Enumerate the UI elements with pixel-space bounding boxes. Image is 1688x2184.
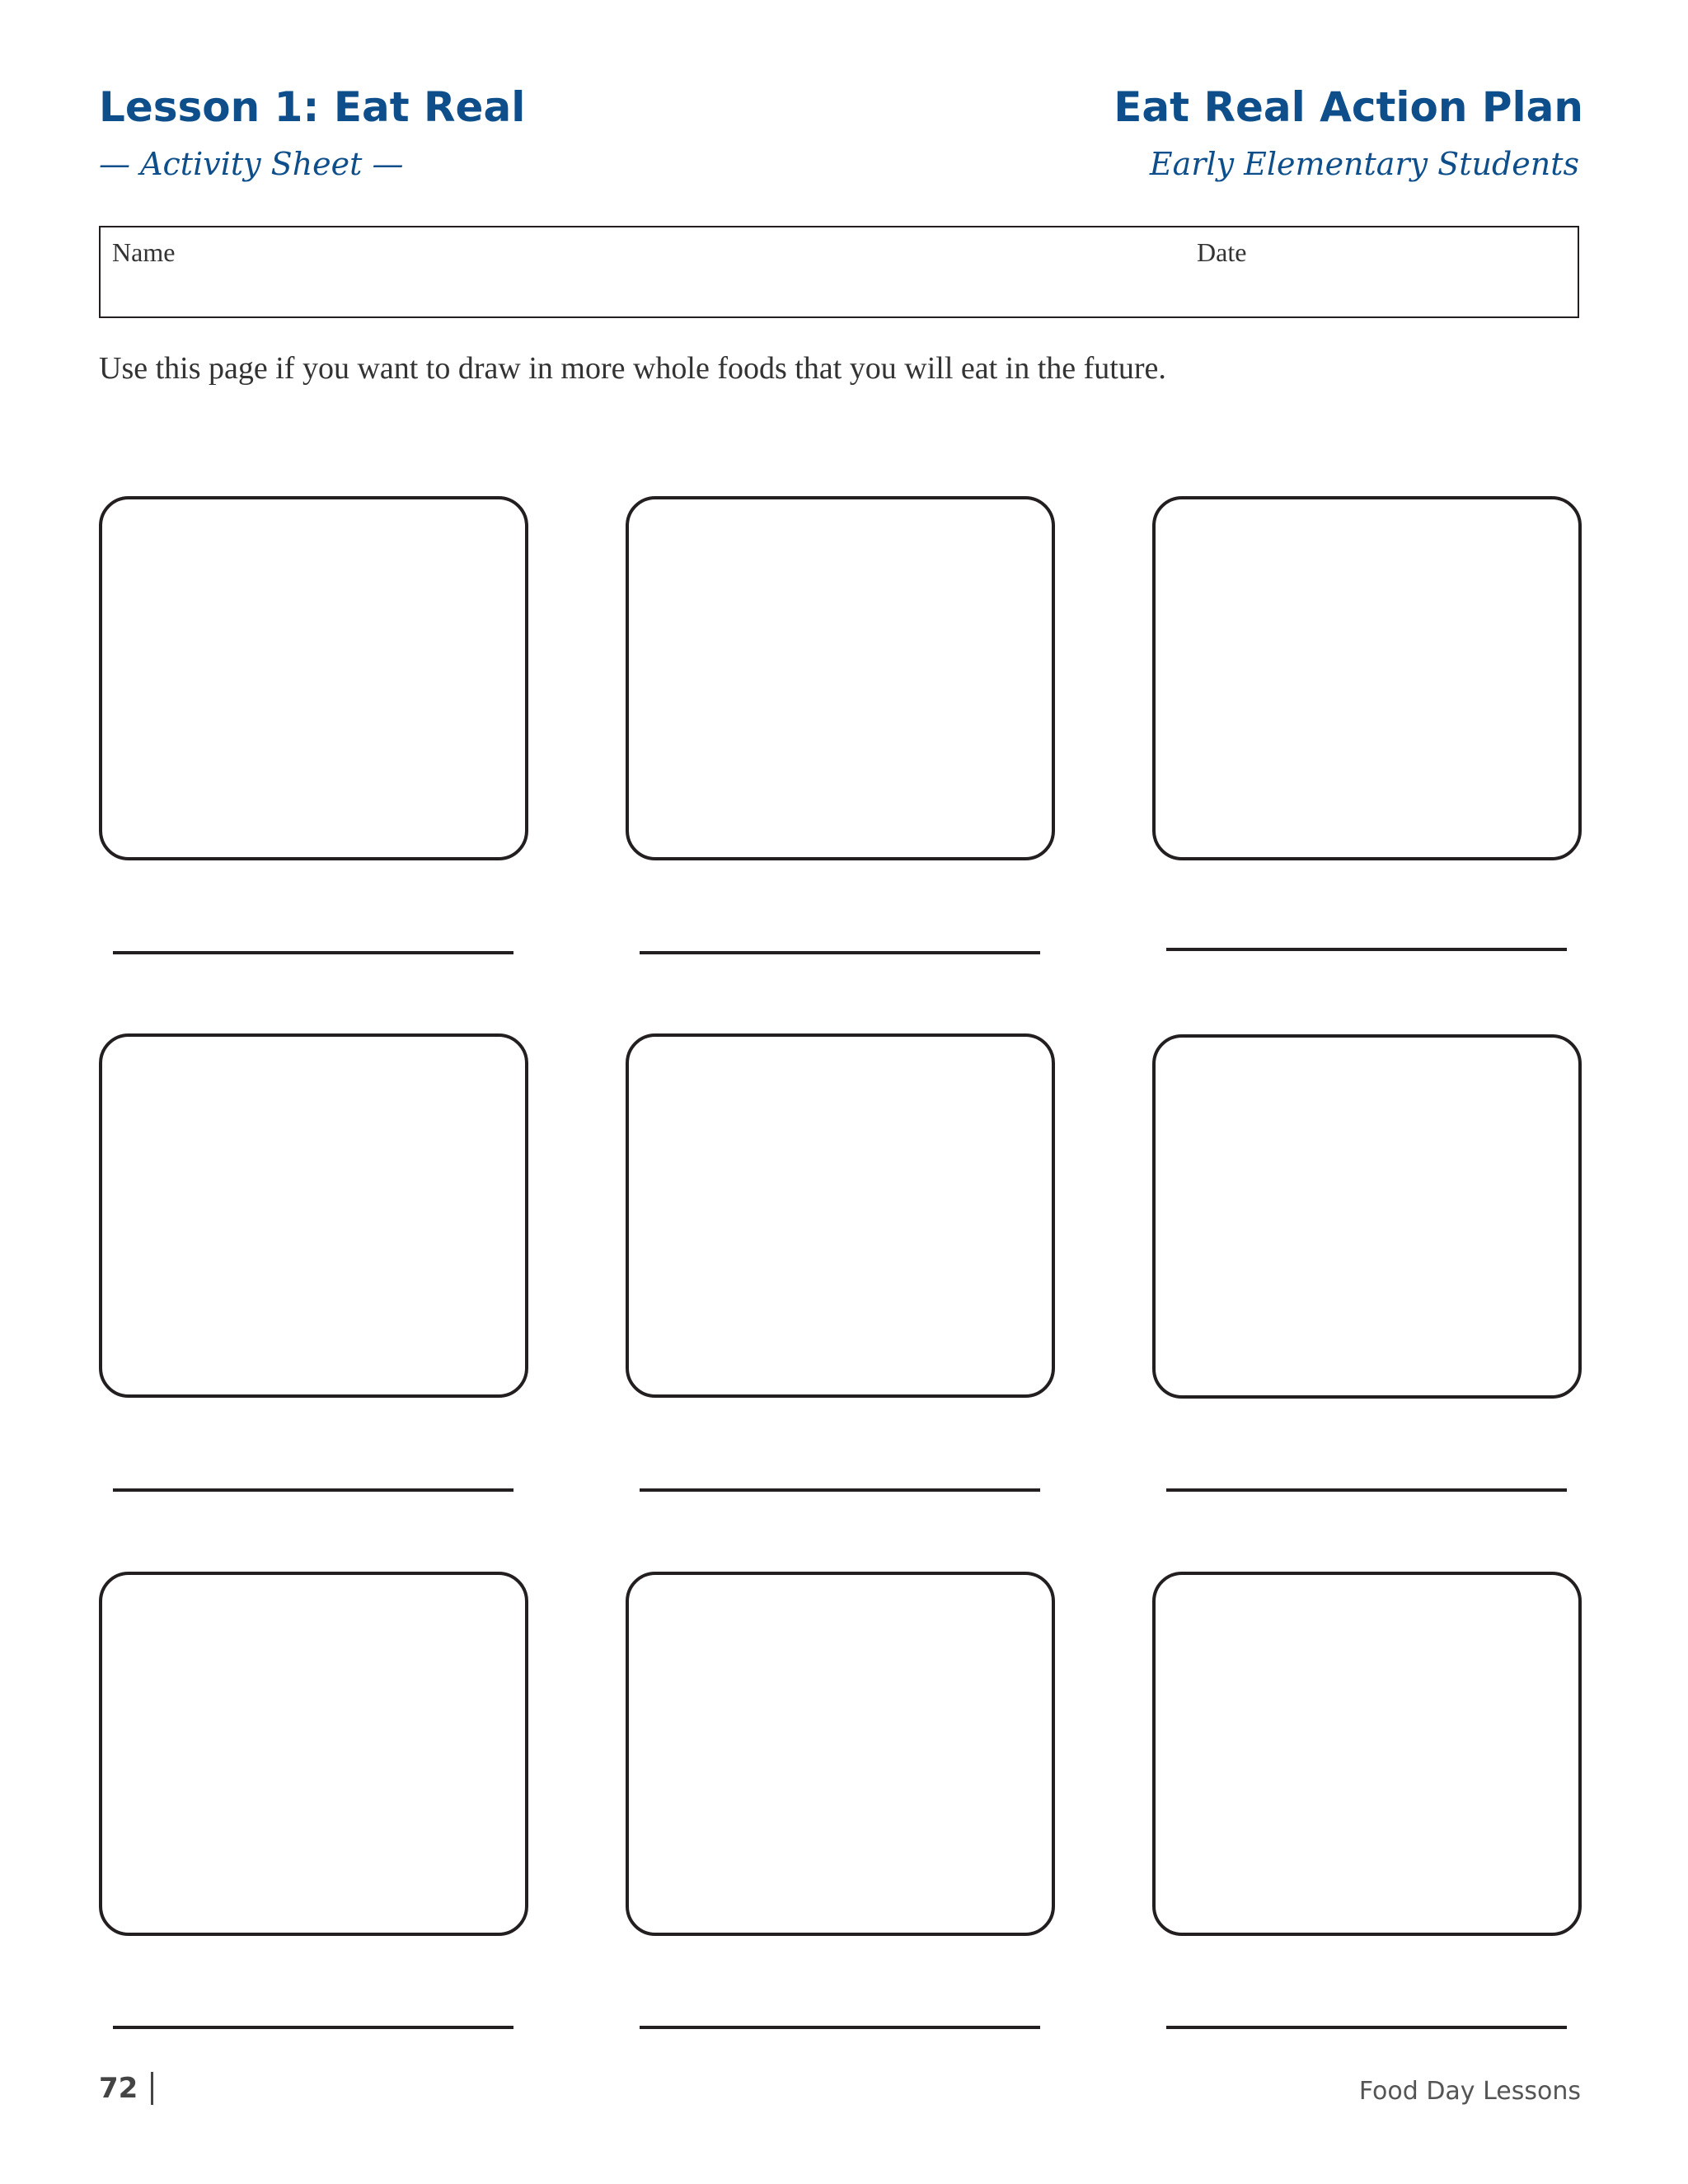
label-line[interactable]: [640, 951, 1040, 954]
label-line[interactable]: [640, 2026, 1040, 2029]
drawing-box[interactable]: [99, 1572, 528, 1936]
drawing-box[interactable]: [99, 1033, 528, 1398]
page-number: 72: [99, 2072, 138, 2105]
drawing-box[interactable]: [99, 496, 528, 860]
drawing-box[interactable]: [1152, 496, 1582, 860]
drawing-box[interactable]: [1152, 1572, 1582, 1936]
label-line[interactable]: [1166, 2026, 1567, 2029]
lesson-title: Lesson 1: Eat Real: [99, 83, 526, 131]
label-line[interactable]: [1166, 1488, 1567, 1492]
label-line[interactable]: [113, 951, 513, 954]
name-date-field[interactable]: [99, 226, 1579, 318]
audience-subtitle: Early Elementary Students: [1149, 146, 1579, 182]
plan-title: Eat Real Action Plan: [1114, 83, 1583, 131]
instructions: Use this page if you want to draw in more whole foods that you will eat in the future.: [99, 351, 1166, 386]
label-line[interactable]: [113, 1488, 513, 1492]
label-line[interactable]: [640, 1488, 1040, 1492]
footer-publication: Food Day Lessons: [1358, 2077, 1581, 2106]
drawing-box[interactable]: [626, 1033, 1055, 1398]
date-label: Date: [1197, 237, 1247, 267]
page-separator: [151, 2072, 153, 2105]
drawing-box[interactable]: [626, 1572, 1055, 1936]
name-label: Name: [112, 237, 176, 267]
label-line[interactable]: [1166, 948, 1567, 951]
activity-sheet-subtitle: — Activity Sheet —: [99, 146, 404, 182]
drawing-box[interactable]: [1152, 1034, 1582, 1399]
label-line[interactable]: [113, 2026, 513, 2029]
drawing-box[interactable]: [626, 496, 1055, 860]
